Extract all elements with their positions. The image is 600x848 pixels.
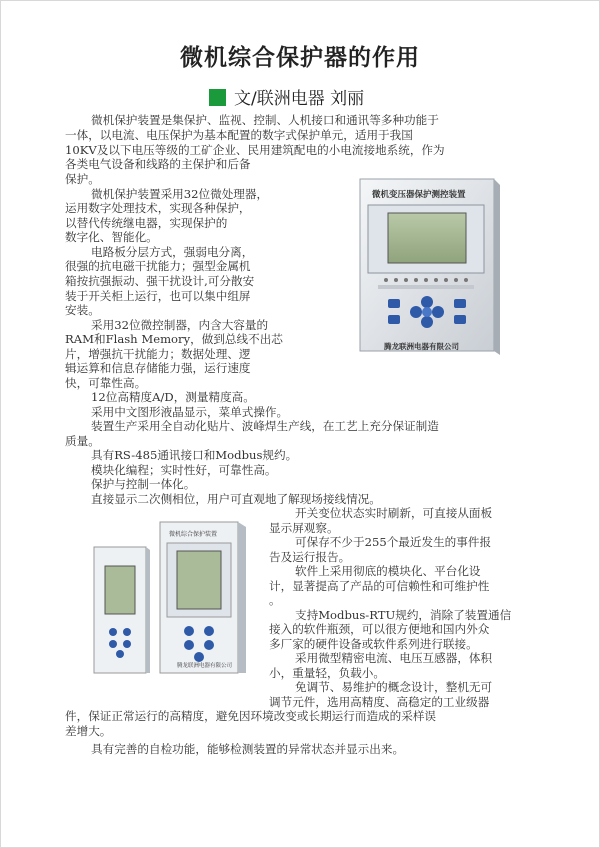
device-company: 腾龙联洲电器有限公司	[384, 342, 459, 351]
small-device-company: 腾龙联洲电器有限公司	[177, 663, 233, 669]
text-line: 辑运算和信息存储能力强，运行速度	[65, 361, 251, 375]
text-line: 模块化编程；实时性好，可靠性高。	[91, 463, 277, 477]
text-line: 直接显示二次侧相位，用户可直观地了解现场接线情况。	[91, 492, 381, 506]
text-line: 多厂家的硬件设备或软件系列进行联接。	[269, 637, 478, 651]
small-device-image-left	[93, 546, 151, 674]
text-line: 很强的抗电磁干扰能力；强型金属机	[65, 259, 251, 273]
text-line: 告及运行报告。	[269, 550, 351, 564]
text-line: 电路板分层方式，强弱电分离，	[91, 245, 254, 259]
text-line: RAM和Flash Memory，做到总线不出芯	[65, 332, 283, 346]
small-device-label: 微机综合保护装置	[169, 531, 218, 538]
text-line: 安装。	[65, 303, 100, 317]
protection-device-image	[358, 177, 502, 355]
text-line: 软件上采用彻底的模块化、平台化设	[295, 564, 481, 578]
text-line: 显示屏观察。	[269, 521, 339, 535]
text-line: 快，可靠性高。	[65, 376, 147, 390]
text-line: 差增大。	[65, 724, 112, 738]
text-line: 微机保护装置采用32位微处理器，	[91, 187, 269, 201]
text-line: 10KV及以下电压等级的工矿企业、民用建筑配电的小电流接地系统，作为	[65, 143, 445, 157]
text-line: 箱按抗强振动、强干扰设计,可分散安	[65, 274, 255, 288]
text-line: 可保存不少于255个最近发生的事件报	[295, 535, 492, 549]
text-line: 件，保证正常运行的高精度，避免因环境改变或长期运行而造成的采样误	[65, 709, 437, 723]
text-line: 采用32位微控制器，内含大容量的	[91, 318, 269, 332]
text-line: 装于开关柜上运行，也可以集中组屏	[65, 289, 251, 303]
device-label: 微机变压器保护测控装置	[372, 190, 466, 200]
text-line: 调节元件，选用高精度、高稳定的工业级器	[269, 695, 490, 709]
text-line: 各类电气设备和线路的主保护和后备	[65, 157, 251, 171]
byline-text: 文/联洲电器 刘丽	[234, 89, 365, 109]
text-line: 以替代传统继电器，实现保护的	[65, 216, 228, 230]
text-line: 开关变位状态实时刷新，可直接从面板	[295, 506, 493, 520]
text-line: 12位高精度A/D，测量精度高。	[91, 390, 255, 404]
text-line: 具有完善的自检功能，能够检测装置的异常状态并显示出来。	[91, 742, 405, 756]
text-line: 接入的软件瓶颈，可以很方便地和国内外众	[269, 622, 490, 636]
text-line: 一体，以电流、电压保护为基本配置的数字式保护单元，适用于我国	[65, 128, 413, 142]
page-title: 微机综合保护器的作用	[180, 45, 420, 71]
byline	[209, 84, 364, 109]
text-line: 。	[269, 593, 281, 607]
text-line: 数字化、智能化。	[65, 230, 158, 244]
text-line: 装置生产采用全自动化贴片、波峰焊生产线，在工艺上充分保证制造	[91, 419, 439, 433]
green-square-icon	[209, 89, 226, 106]
text-line: 微机保护装置是集保护、监视、控制、人机接口和通讯等多种功能于	[91, 113, 439, 127]
text-line: 具有RS-485通讯接口和Modbus规约。	[91, 448, 298, 462]
small-device-image-right	[159, 521, 249, 674]
text-line: 保护。	[65, 172, 100, 186]
text-line: 质量。	[65, 434, 100, 448]
text-line: 免调节、易维护的概念设计，整机无可	[295, 680, 493, 694]
text-line: 采用中文图形液晶显示，菜单式操作。	[91, 405, 289, 419]
text-line: 计，显著提高了产品的可信赖性和可维护性	[269, 579, 490, 593]
text-line: 片，增强抗干扰能力；数据处理、逻	[65, 347, 251, 361]
text-line: 采用微型精密电流、电压互感器，体积	[295, 651, 493, 665]
text-line: 小，重量轻，负载小。	[269, 666, 385, 680]
text-line: 保护与控制一体化。	[91, 477, 196, 491]
text-line: 运用数字处理技术，实现各种保护，	[65, 201, 251, 215]
text-line: 支持Modbus-RTU规约，消除了装置通信	[295, 608, 512, 622]
